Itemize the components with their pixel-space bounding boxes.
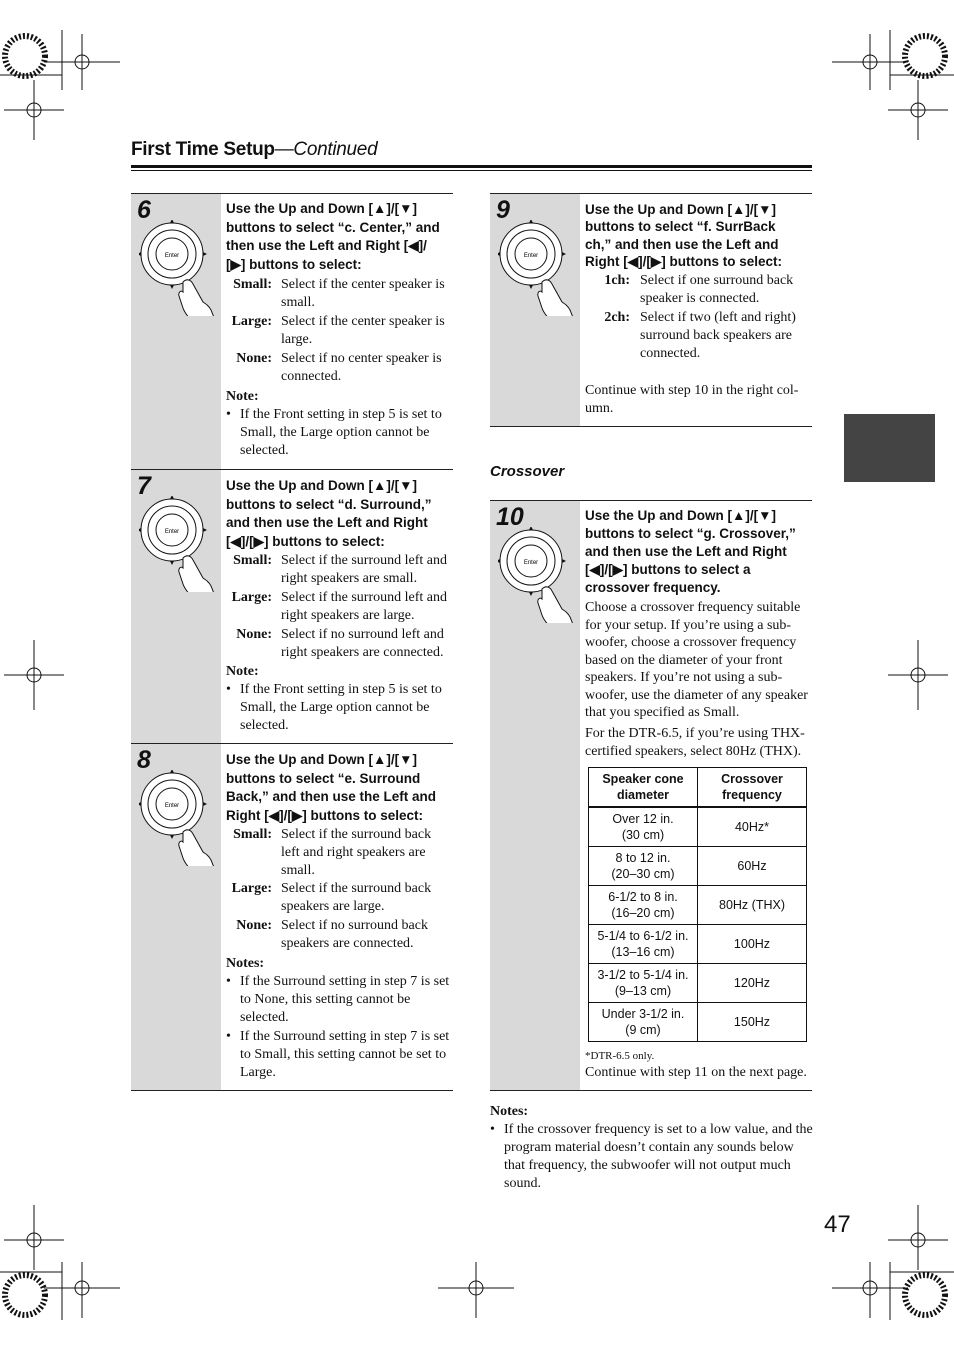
note-item: • If the Front setting in step 5 is set to Small, the Large option cannot be selected.: [226, 407, 442, 458]
header-crossover-frequency: Crossover frequency: [698, 768, 807, 808]
table-row: Over 12 in. (30 cm) 40Hz*: [589, 807, 807, 847]
column-end-rule: [490, 1090, 812, 1091]
option-large: Large: Select if the center speaker is large.: [231, 314, 445, 347]
step-number: 8: [137, 746, 151, 774]
description-paragraph: Choose a crossover frequency suitable for your setup. If you’re using a sub- woofer, choose a crossover frequency based on the diameter of your front speakers. If you’re not using a sub- woofer, use the diameter of any speaker that you specified as Small.: [585, 600, 808, 720]
option-none: None: Select if no surround back speakers are connected.: [236, 918, 428, 951]
option-1ch: 1ch: Select if one surround back speaker is connected.: [604, 273, 794, 306]
section-heading: Crossover: [490, 463, 565, 480]
svg-text:Enter: Enter: [523, 253, 539, 259]
svg-text:Enter: Enter: [164, 253, 180, 259]
table-row: 3-1/2 to 5-1/4 in. (9–13 cm) 120Hz: [589, 964, 807, 1003]
page-title: First Time Setup—Continued: [131, 139, 378, 160]
svg-text:Enter: Enter: [164, 803, 180, 809]
enter-dial-icon: [498, 527, 588, 623]
title-rule-thin: [131, 170, 812, 171]
option-small: Small: Select if the center speaker is small.: [233, 277, 445, 310]
notes-label: Notes:: [226, 956, 265, 971]
column-end-rule: [131, 1090, 453, 1091]
enter-dial-icon: [139, 220, 229, 316]
step-instruction: Use the Up and Down [▲]/[▼] buttons to select “e. Surround Back,” and then use the Left and Right [◀]/[▶] buttons to select:: [226, 752, 437, 823]
table-row: 8 to 12 in. (20–30 cm) 60Hz: [589, 847, 807, 886]
bottom-notes-label: Notes:: [490, 1104, 529, 1119]
step-7: [131, 469, 453, 744]
section-tab: [844, 414, 935, 482]
crossover-table: [588, 767, 807, 1042]
step-instruction: Use the Up and Down [▲]/[▼] buttons to select “d. Surround,” and then use the Left and Right [◀]/[▶] buttons to select:: [226, 478, 432, 549]
step-instruction: Use the Up and Down [▲]/[▼] buttons to select “g. Crossover,” and then use the Left and Right [◀]/[▶] buttons to select a crossover frequency.: [585, 508, 796, 595]
step-6: [131, 193, 453, 470]
step-number: 7: [137, 472, 151, 500]
table-row: 5-1/4 to 6-1/2 in. (13–16 cm) 100Hz: [589, 925, 807, 964]
footnote: *DTR-6.5 only.: [585, 1050, 655, 1062]
option-small: Small: Select if the surround left and right speakers are small.: [233, 553, 448, 586]
enter-dial-icon: [139, 496, 229, 592]
thx-paragraph: For the DTR-6.5, if you’re using THX- certified speakers, select 80Hz (THX).: [585, 726, 805, 759]
note-item: • If the crossover frequency is set to a low value, and the program material doesn’t contain any sounds below that frequency, the subwoofer will not output much sound.: [490, 1122, 813, 1191]
enter-dial-icon: [139, 770, 229, 866]
step-9: [490, 193, 812, 427]
continue-note: Continue with step 11 on the next page.: [585, 1065, 807, 1080]
option-large: Large: Select if the surround left and right speakers are large.: [231, 590, 448, 623]
step-number: 9: [496, 196, 510, 224]
svg-text:Enter: Enter: [164, 529, 180, 535]
svg-text:Enter: Enter: [523, 560, 539, 566]
option-2ch: 2ch: Select if two (left and right) surround back speakers are connected.: [604, 310, 796, 361]
option-large: Large: Select if the surround back speakers are large.: [231, 881, 432, 914]
table-row: 6-1/2 to 8 in. (16–20 cm) 80Hz (THX): [589, 886, 807, 925]
note-label: Note:: [226, 664, 259, 679]
step-instruction: Use the Up and Down [▲]/[▼] buttons to select “c. Center,” and then use the Left and Right [◀]/ [▶] buttons to select:: [226, 201, 440, 272]
option-none: None: Select if no surround left and right speakers are connected.: [236, 627, 444, 660]
option-none: None: Select if no center speaker is connected.: [236, 351, 442, 384]
title-rule: [131, 165, 812, 168]
continue-note: Continue with step 10 in the right col- umn.: [585, 383, 799, 416]
step-number: 10: [496, 503, 524, 531]
column-end-rule: [490, 426, 812, 427]
page-number: 47: [824, 1211, 851, 1238]
header-speaker-cone-diameter: Speaker cone diameter: [589, 768, 698, 808]
note-item: • If the Front setting in step 5 is set to Small, the Large option cannot be selected.: [226, 682, 442, 733]
step-instruction: Use the Up and Down [▲]/[▼] buttons to select “f. SurrBack ch,” and then use the Left and Right [◀]/[▶] buttons to select:: [585, 202, 782, 269]
enter-dial-icon: [498, 220, 588, 316]
note-label: Note:: [226, 389, 259, 404]
table-header-row: [589, 768, 807, 808]
option-small: Small: Select if the surround back left and right speakers are small.: [233, 827, 432, 878]
step-8: [131, 743, 453, 1091]
table-row: Under 3-1/2 in. (9 cm) 150Hz: [589, 1003, 807, 1042]
note-item: • If the Surround setting in step 7 is set to None, this setting cannot be selected.: [226, 974, 450, 1025]
note-item: • If the Surround setting in step 7 is set to Small, this setting cannot be set to Large.: [226, 1029, 450, 1080]
step-number: 6: [137, 196, 151, 224]
